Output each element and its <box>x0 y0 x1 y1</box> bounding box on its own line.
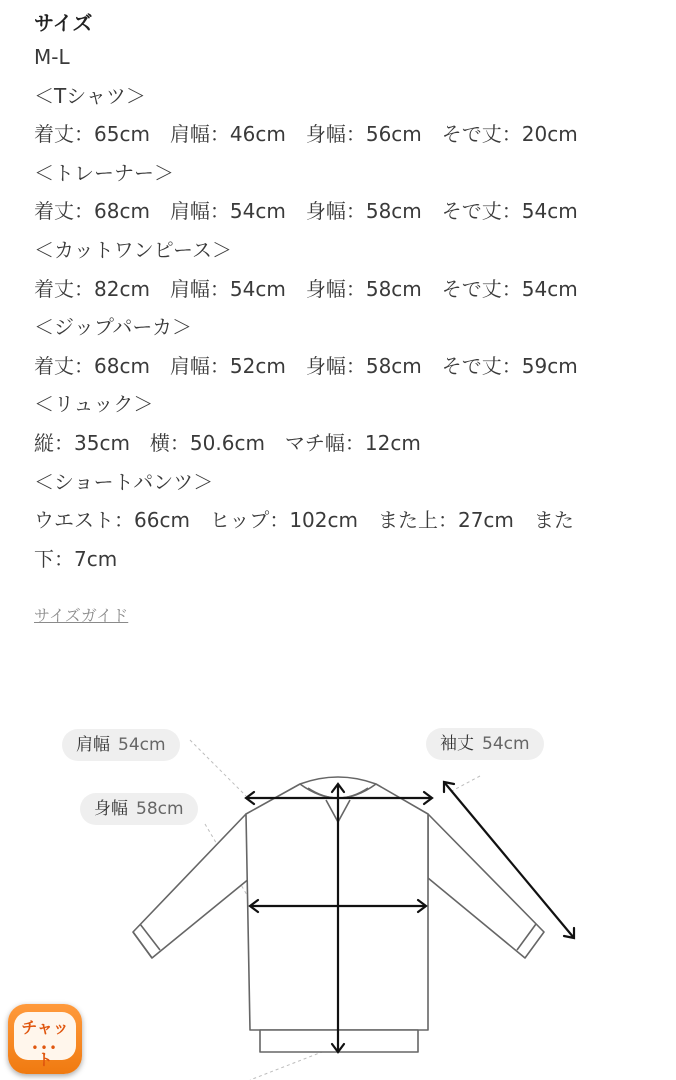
chat-bubble-icon <box>14 1012 76 1069</box>
size-line-onepiece-heading: ＜カットワンピース＞ <box>34 237 232 262</box>
size-line-tshirt: 着丈：65cm 肩幅：46cm 身幅：56cm そで丈：20cm <box>34 122 578 147</box>
size-line-zip: 着丈：68cm 肩幅：52cm 身幅：58cm そで丈：59cm <box>34 353 578 378</box>
chat-dots: ••• <box>31 1041 59 1055</box>
size-line-shorts-cont: 下：7cm <box>34 546 118 571</box>
size-line-onepiece: 着丈：82cm 肩幅：54cm 身幅：58cm そで丈：54cm <box>34 276 578 301</box>
label-name: 袖丈 <box>440 734 474 754</box>
label-value: 54cm <box>118 735 166 755</box>
label-name: 肩幅 <box>76 735 110 755</box>
size-line-shorts-heading: ＜ショートパンツ＞ <box>34 469 214 494</box>
label-value: 54cm <box>482 734 530 754</box>
chat-label: チャット <box>21 1018 69 1069</box>
size-range: M-L <box>34 45 70 69</box>
size-line-shorts: ウエスト：66cm ヒップ：102cm また上：27cm また <box>34 508 574 533</box>
size-guide-link[interactable]: サイズガイド <box>34 606 129 625</box>
label-name: 身幅 <box>94 799 128 819</box>
chat-button[interactable] <box>8 1004 82 1074</box>
label-value: 58cm <box>136 799 184 819</box>
label-shoulder-width <box>62 729 180 761</box>
size-line-trainer-heading: ＜トレーナー＞ <box>34 160 174 185</box>
size-section <box>34 8 654 578</box>
size-line-backpack-heading: ＜リュック＞ <box>34 392 154 417</box>
size-line-zip-heading: ＜ジップパーカ＞ <box>34 315 192 340</box>
label-body-width <box>80 793 198 825</box>
label-sleeve-length <box>426 728 544 760</box>
size-diagram <box>0 700 676 1080</box>
size-line-backpack: 縦：35cm 横：50.6cm マチ幅：12cm <box>34 430 421 455</box>
size-line-trainer: 着丈：68cm 肩幅：54cm 身幅：58cm そで丈：54cm <box>34 199 578 224</box>
size-line-tshirt-heading: ＜Tシャツ＞ <box>34 83 146 108</box>
section-title: サイズ <box>34 11 93 35</box>
